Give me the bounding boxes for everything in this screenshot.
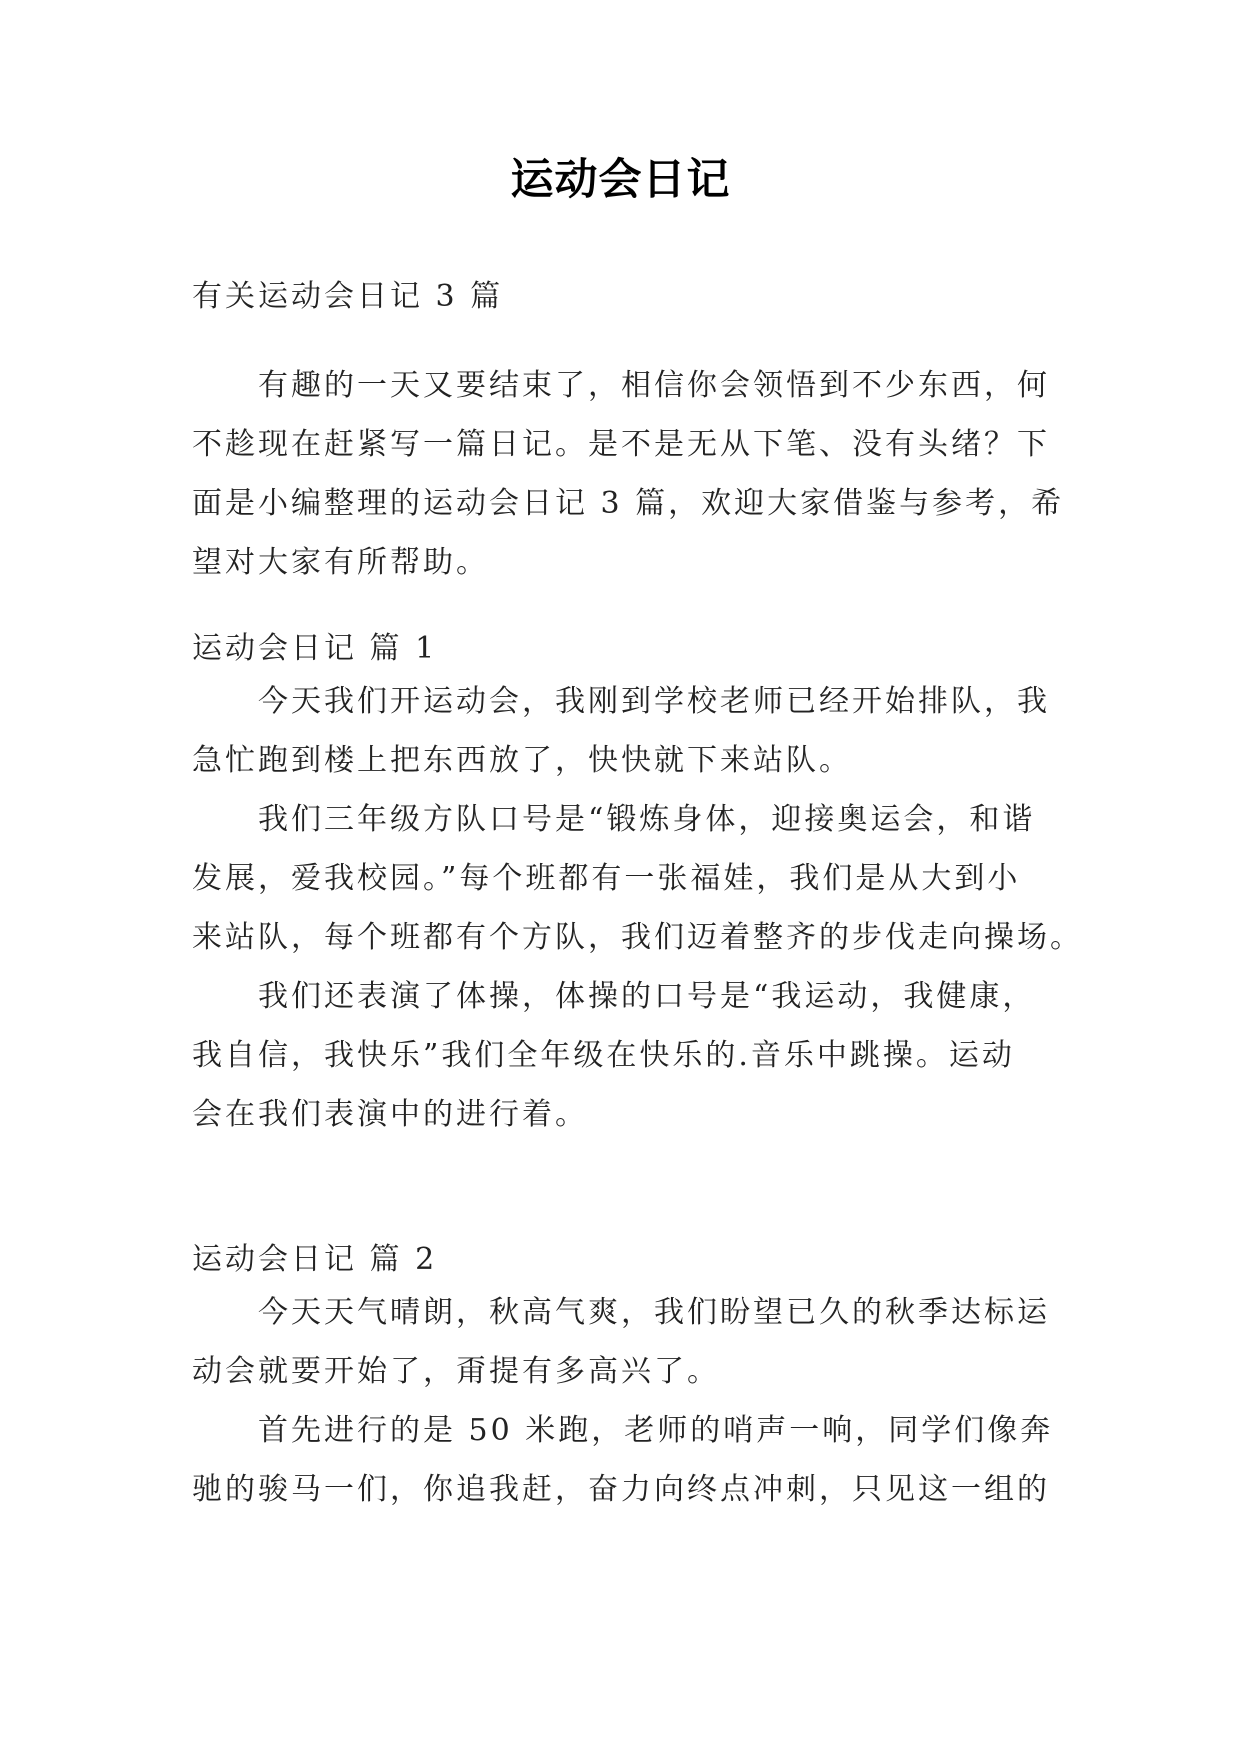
section-1-heading: 运动会日记 篇 1	[192, 631, 438, 666]
paragraph-line: 我自信，我快乐”我们全年级在快乐的.音乐中跳操。运动	[192, 1038, 1015, 1073]
paragraph-line: 我们还表演了体操，体操的口号是“我运动，我健康，	[258, 979, 1036, 1014]
section-1-paragraph-2	[192, 790, 1083, 967]
paragraph-line: 急忙跑到楼上把东西放了，快快就下来站队。	[192, 743, 852, 778]
paragraph-line: 发展，爱我校园。”每个班都有一张福娃，我们是从大到小	[192, 861, 1021, 896]
paragraph-line: 望对大家有所帮助。	[192, 545, 489, 580]
paragraph-line: 不趁现在赶紧写一篇日记。是不是无从下笔、没有头绪？下	[192, 427, 1050, 462]
paragraph-line: 首先进行的是 50 米跑，老师的哨声一响，同学们像奔	[258, 1413, 1054, 1448]
paragraph-line: 有趣的一天又要结束了，相信你会领悟到不少东西，何	[258, 368, 1050, 403]
paragraph-line: 会在我们表演中的进行着。	[192, 1097, 588, 1132]
paragraph-line: 我们三年级方队口号是“锻炼身体，迎接奥运会，和谐	[258, 802, 1036, 837]
section-2-paragraph-2	[192, 1401, 1052, 1519]
paragraph-line: 今天我们开运动会，我刚到学校老师已经开始排队，我	[258, 684, 1050, 719]
document-subtitle: 有关运动会日记 3 篇	[192, 279, 504, 314]
intro-paragraph	[192, 356, 1065, 592]
section-2-paragraph-1	[192, 1283, 1052, 1401]
section-2-heading: 运动会日记 篇 2	[192, 1242, 438, 1277]
paragraph-line: 来站队，每个班都有个方队，我们迈着整齐的步伐走向操场。	[192, 920, 1083, 955]
document-title: 运动会日记	[510, 155, 731, 205]
section-1-paragraph-3	[192, 967, 1052, 1144]
section-1-paragraph-1	[192, 672, 1052, 790]
paragraph-line: 驰的骏马一们，你追我赶，奋力向终点冲刺，只见这一组的	[192, 1472, 1050, 1507]
paragraph-line: 面是小编整理的运动会日记 3 篇，欢迎大家借鉴与参考，希	[192, 486, 1065, 521]
paragraph-line: 今天天气晴朗，秋高气爽，我们盼望已久的秋季达标运	[258, 1295, 1050, 1330]
paragraph-line: 动会就要开始了，甭提有多高兴了。	[192, 1354, 720, 1389]
